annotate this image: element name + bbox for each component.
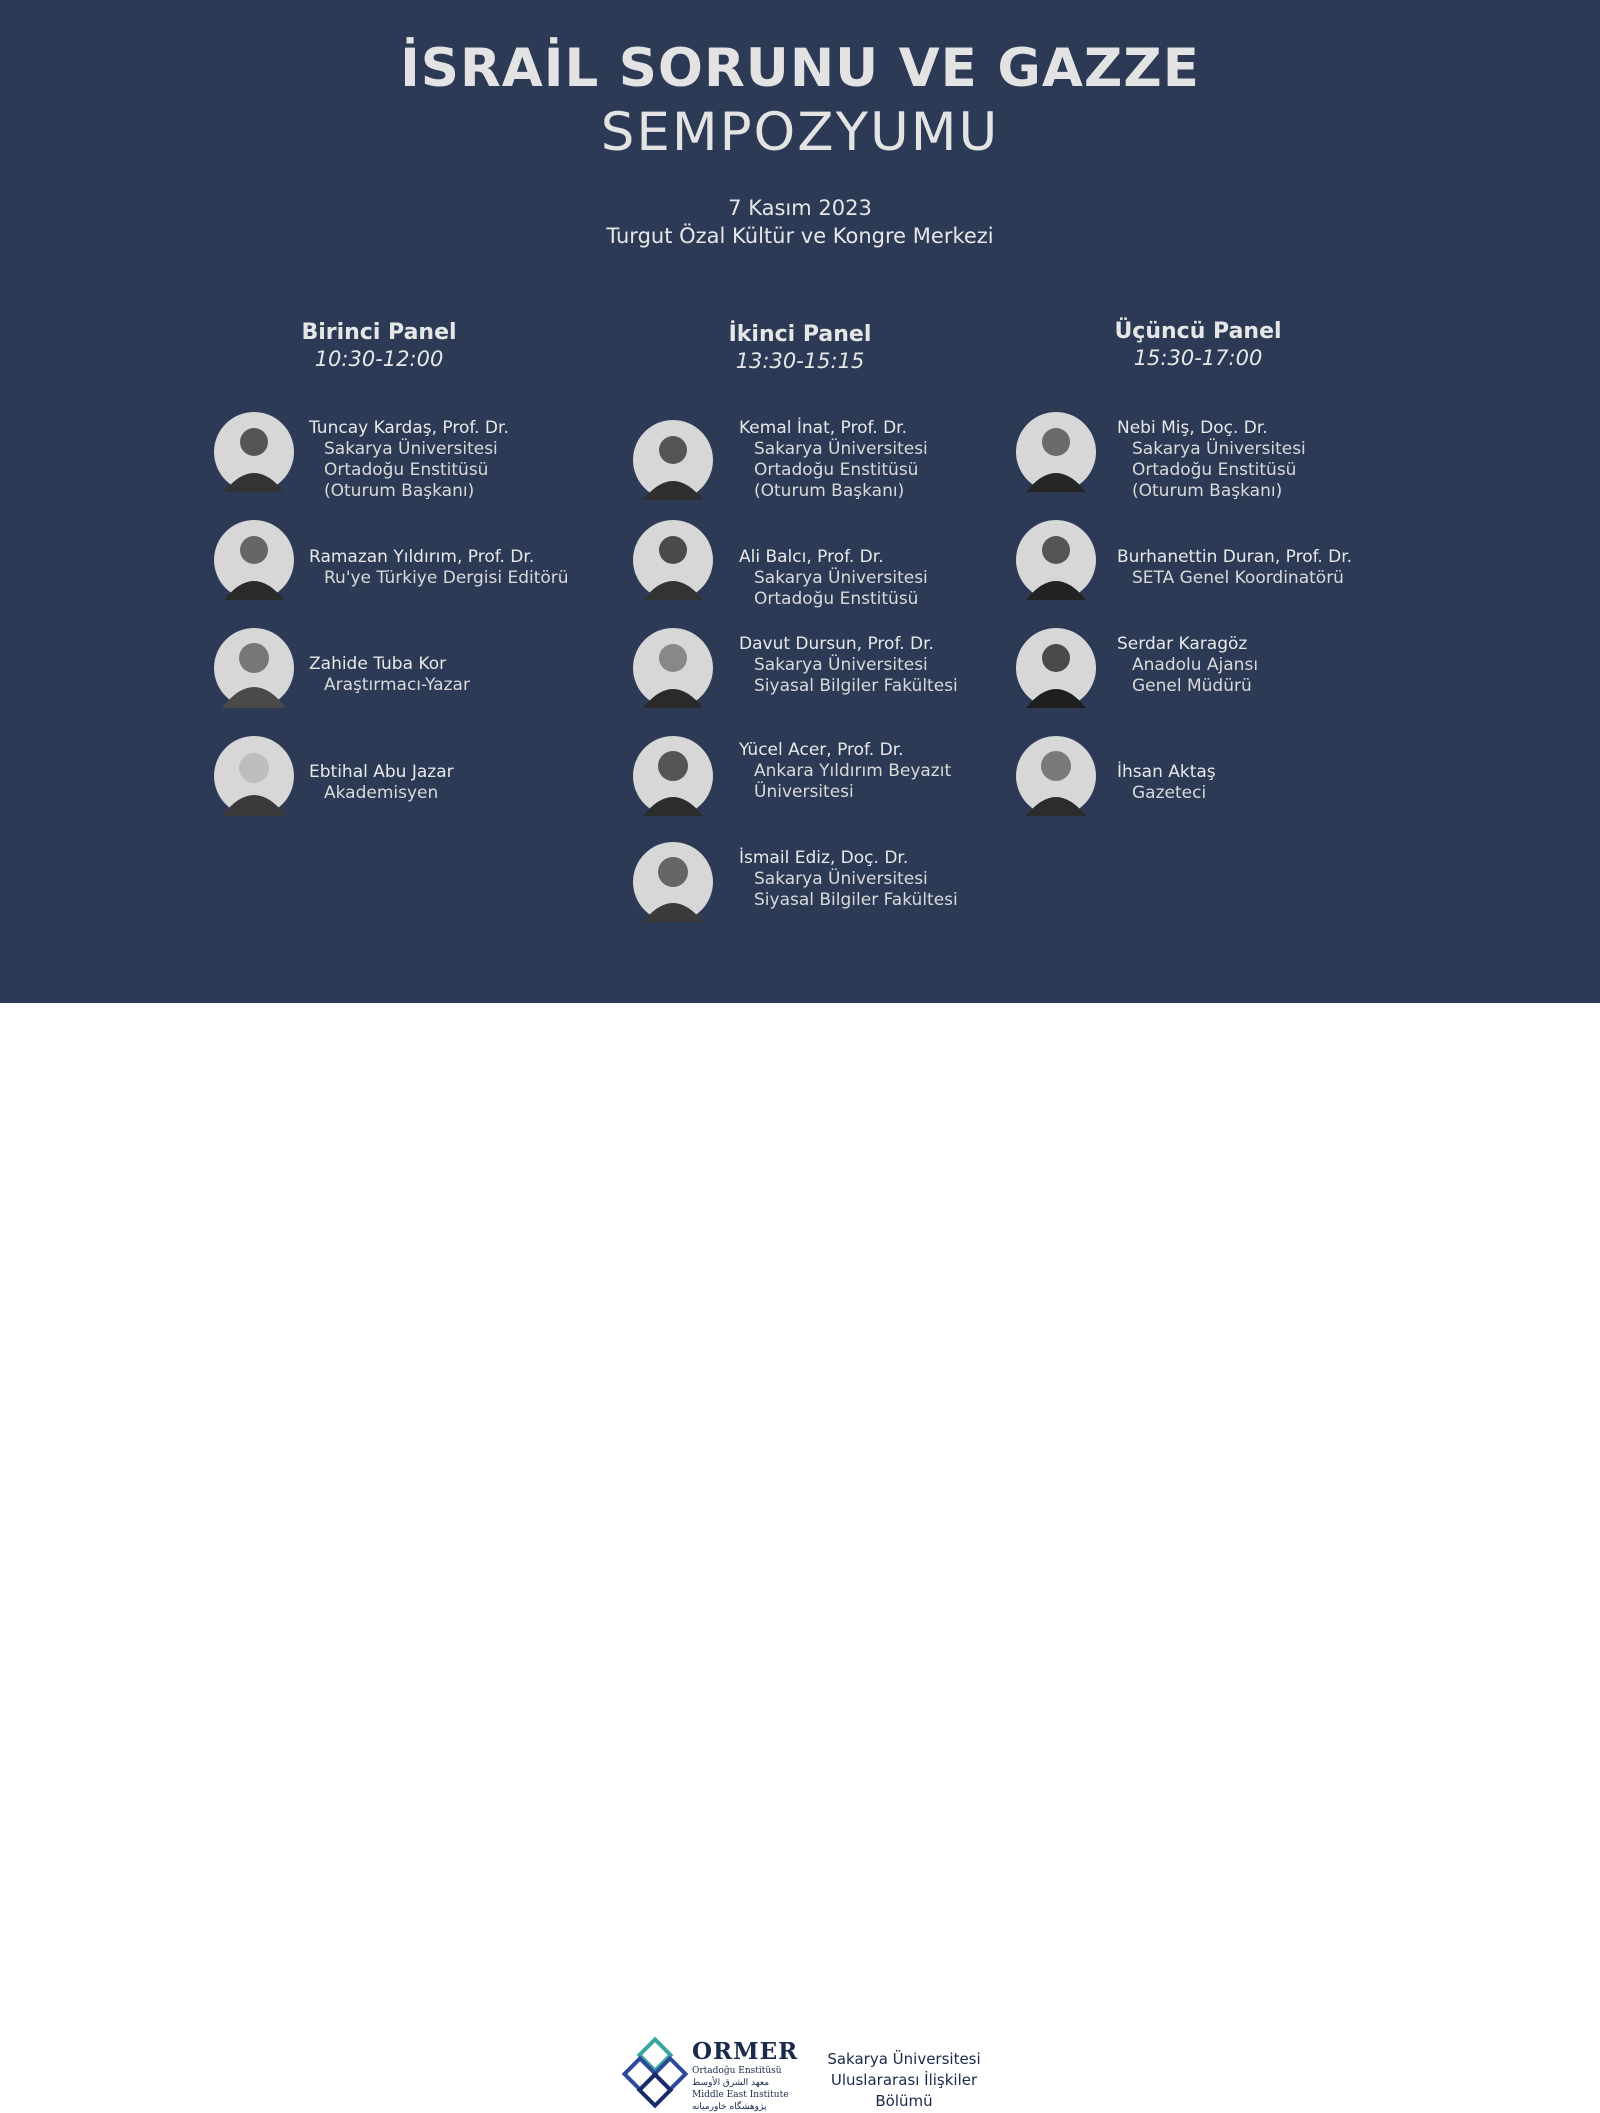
speaker-photo [214,628,294,708]
speaker-photo [1016,412,1096,492]
title-line-1: İSRAİL SORUNU VE GAZZE [400,38,1200,99]
panel-time: 10:30-12:00 [314,347,444,371]
speaker-name: Davut Dursun, Prof. Dr. [739,634,934,654]
speaker-affiliation: Ortadoğu Enstitüsü [324,460,489,480]
speaker-affiliation: Ru'ye Türkiye Dergisi Editörü [324,568,569,588]
speaker-affiliation: Araştırmacı-Yazar [324,675,470,695]
speaker-name: Nebi Miş, Doç. Dr. [1117,418,1268,438]
speaker-name: Zahide Tuba Kor [309,654,447,674]
poster-background [0,0,1600,1003]
speaker-affiliation: Genel Müdürü [1132,676,1252,696]
speaker-role: (Oturum Başkanı) [324,481,475,501]
panel-heading-2 [590,322,1010,373]
speaker-affiliation: Akademisyen [324,783,439,803]
speaker-name: Ali Balcı, Prof. Dr. [739,547,884,567]
speaker-photo [1016,736,1096,816]
speaker-name: Tuncay Kardaş, Prof. Dr. [309,418,509,438]
speaker-name: Ramazan Yıldırım, Prof. Dr. [309,547,535,567]
ormer-wordmark [692,2038,799,2113]
panel-name: Birinci Panel [301,320,457,345]
event-venue: Turgut Özal Kültür ve Kongre Merkezi [606,224,994,248]
panel-name: İkinci Panel [728,322,872,347]
ormer-subtitle: پژوهشگاه خاورمیانه [692,2102,767,2112]
speaker-affiliation: Sakarya Üniversitesi [754,439,928,459]
department-line: Bölümü [875,2092,933,2110]
speaker-name: Serdar Karagöz [1117,634,1248,654]
panel-name: Üçüncü Panel [1114,319,1282,344]
speaker-affiliation: Sakarya Üniversitesi [754,568,928,588]
department-line: Sakarya Üniversitesi [827,2050,981,2068]
speaker-name: İhsan Aktaş [1117,762,1216,782]
speaker-affiliation: Siyasal Bilgiler Fakültesi [754,676,958,696]
speaker-photo [633,628,713,708]
panel-heading-1 [169,320,589,371]
speaker-affiliation: SETA Genel Koordinatörü [1132,568,1344,588]
speaker-name: Burhanettin Duran, Prof. Dr. [1117,547,1353,567]
speaker-role: (Oturum Başkanı) [1132,481,1283,501]
speaker-affiliation: Sakarya Üniversitesi [1132,439,1306,459]
speaker-photo [214,412,294,492]
speaker-affiliation: Üniversitesi [754,782,854,802]
ormer-logo-icon [620,2041,690,2111]
speaker-affiliation: Anadolu Ajansı [1132,655,1259,675]
speaker-photo [633,420,713,500]
speaker-name: İsmail Ediz, Doç. Dr. [739,848,909,868]
speaker-affiliation: Sakarya Üniversitesi [324,439,498,459]
speaker-photo [633,520,713,600]
speaker-photo [633,842,713,922]
ormer-subtitle: Middle East Institute [692,2090,789,2100]
speaker-role: (Oturum Başkanı) [754,481,905,501]
panel-heading-3 [988,319,1408,370]
speaker-affiliation: Gazeteci [1132,783,1207,803]
title-line-2: SEMPOZYUMU [600,102,1000,163]
sakarya-department [814,2049,994,2112]
speaker-affiliation: Sakarya Üniversitesi [754,655,928,675]
speaker-photo [1016,628,1096,708]
ormer-subtitle: Ortadoğu Enstitüsü [692,2066,782,2076]
speaker-photo [214,736,294,816]
speaker-affiliation: Ortadoğu Enstitüsü [754,589,919,609]
speaker-name: Ebtihal Abu Jazar [309,762,454,782]
speaker-affiliation: Ortadoğu Enstitüsü [754,460,919,480]
event-date: 7 Kasım 2023 [728,196,872,220]
department-line: Uluslararası İlişkiler [830,2071,978,2089]
speaker-affiliation: Ankara Yıldırım Beyazıt [754,761,952,781]
speaker-name: Yücel Acer, Prof. Dr. [739,740,904,760]
speaker-name: Kemal İnat, Prof. Dr. [739,418,907,438]
footer [0,1003,1600,2112]
speaker-photo [633,736,713,816]
speaker-photo [1016,520,1096,600]
speaker-affiliation: Sakarya Üniversitesi [754,869,928,889]
ormer-title: ORMER [692,2038,799,2065]
panel-time: 13:30-15:15 [735,349,865,373]
speaker-photo [214,520,294,600]
speaker-affiliation: Ortadoğu Enstitüsü [1132,460,1297,480]
ormer-subtitle: معهد الشرق الأوسط [692,2078,770,2088]
speaker-affiliation: Siyasal Bilgiler Fakültesi [754,890,958,910]
panel-time: 15:30-17:00 [1133,346,1263,370]
